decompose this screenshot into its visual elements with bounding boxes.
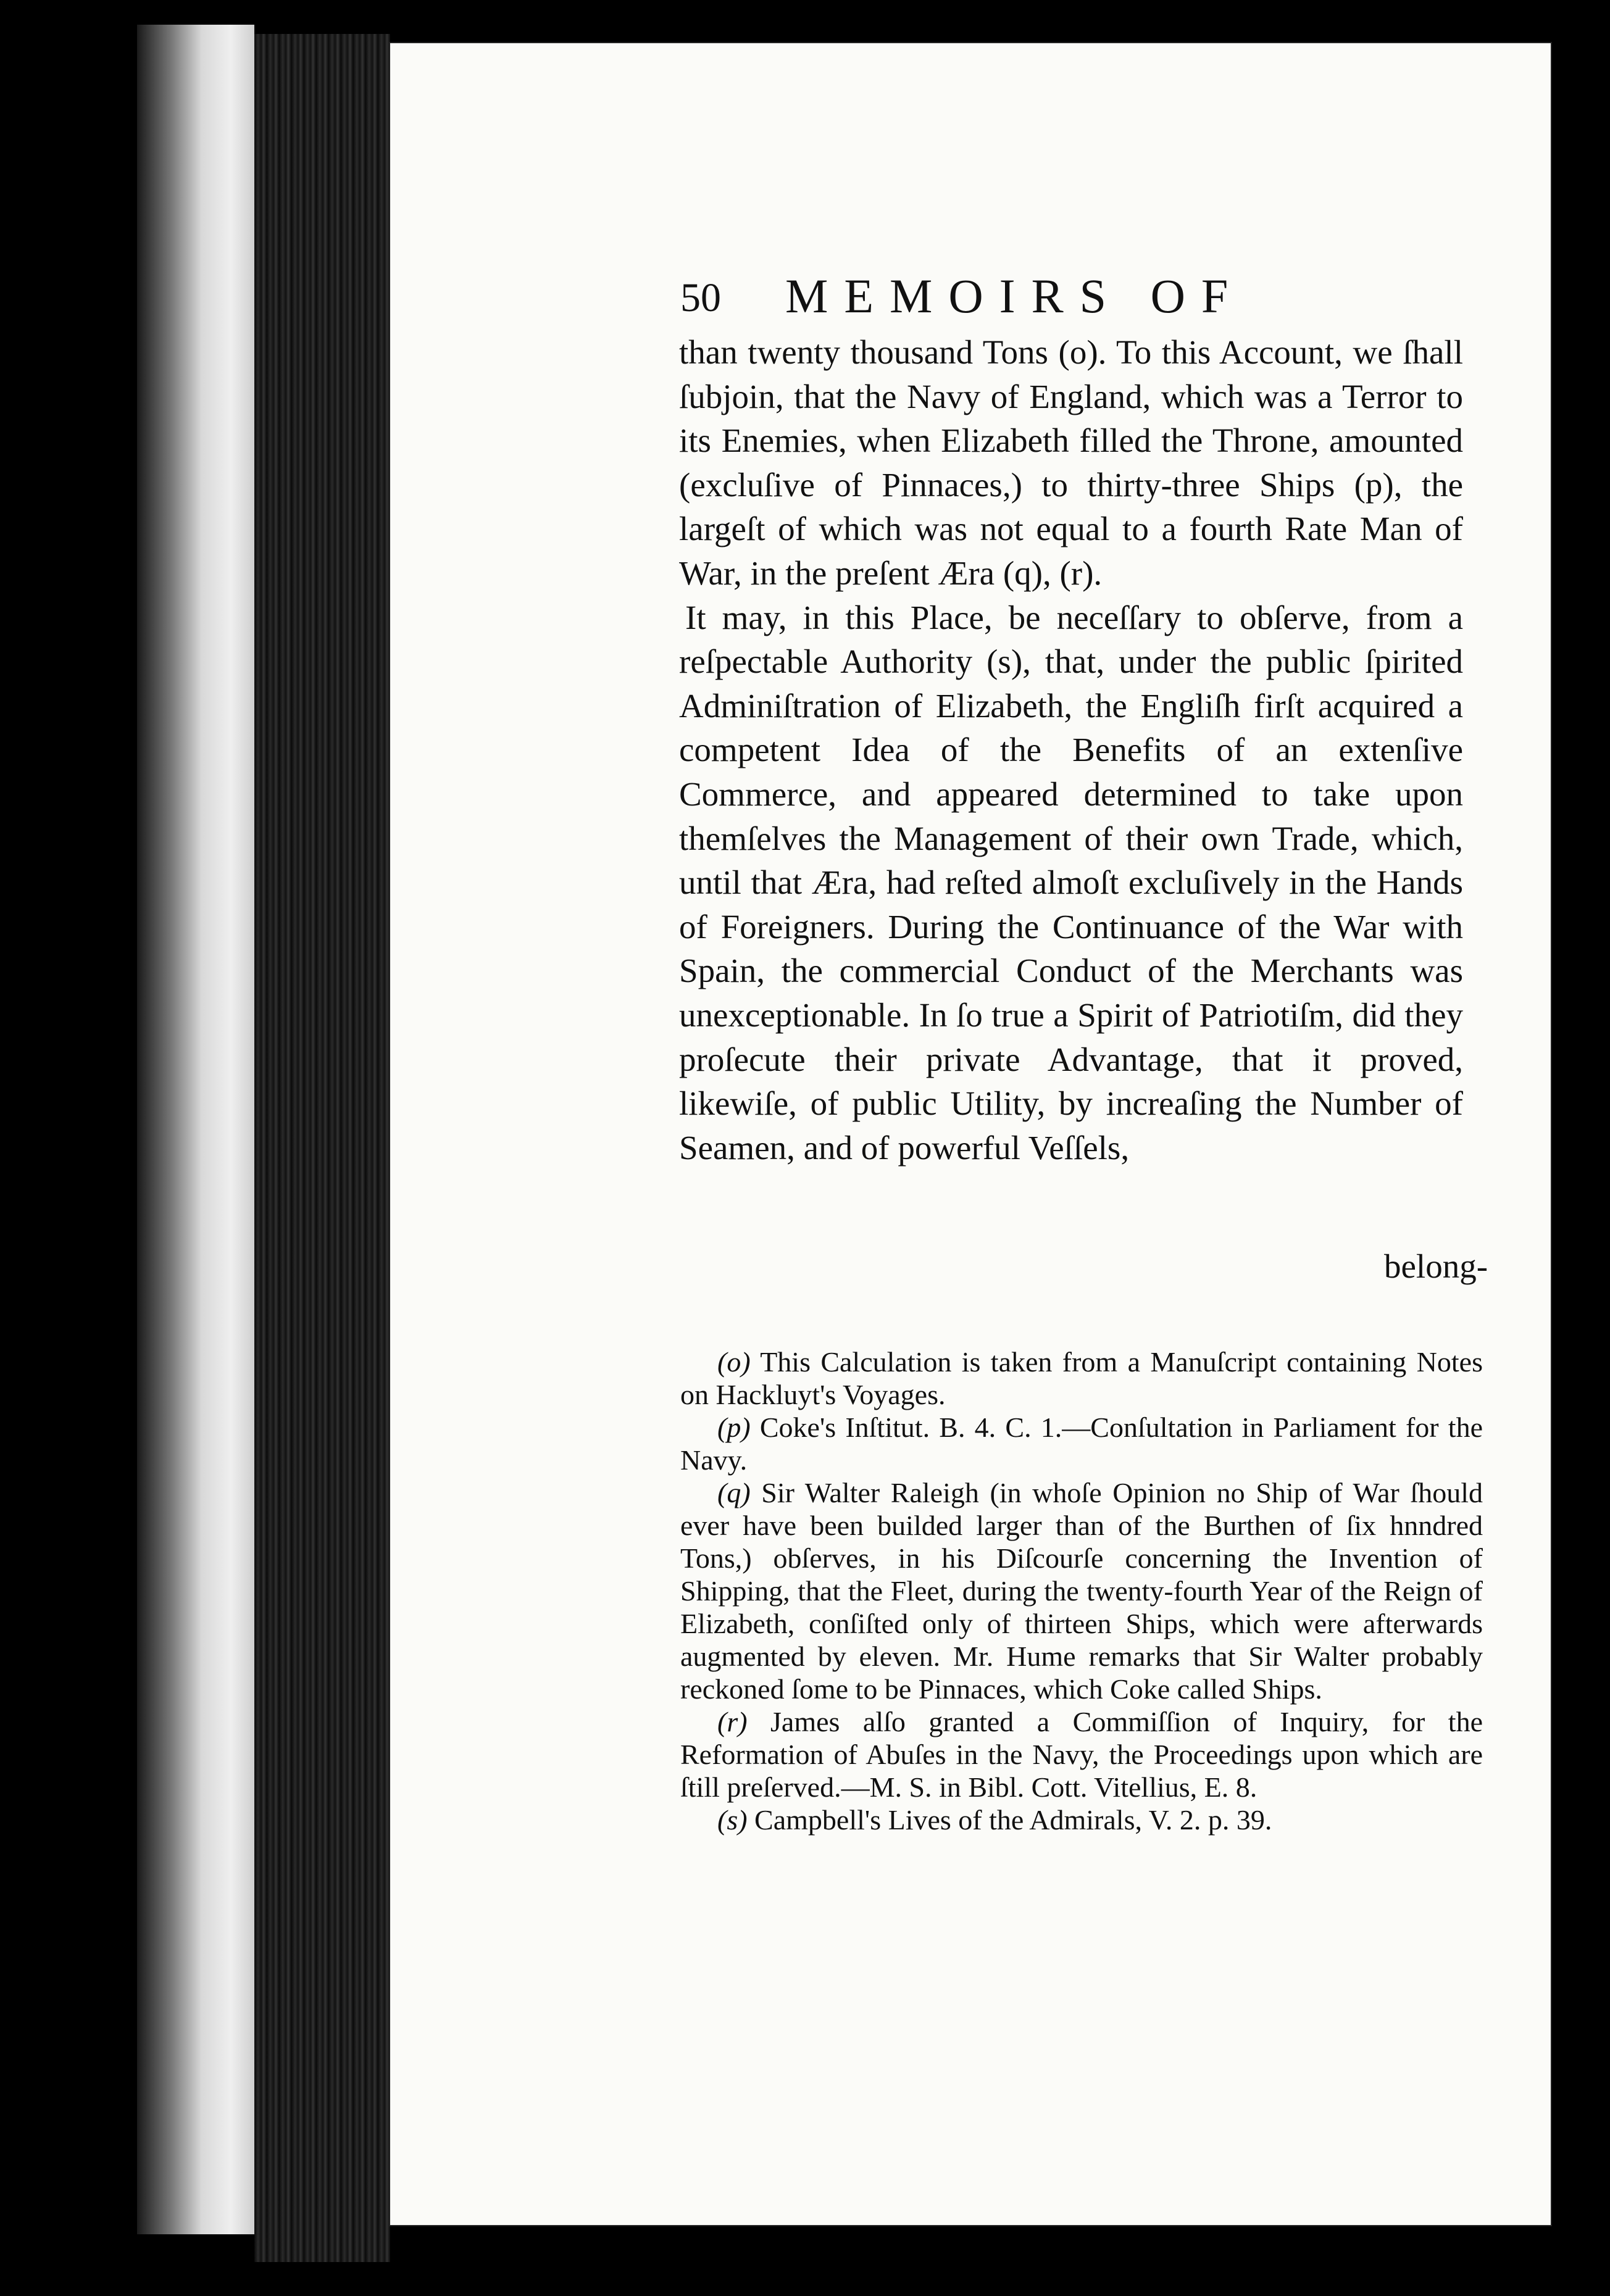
footnote-text: Campbell's Lives of the Admirals, V. 2. p. 39. [754, 1804, 1272, 1836]
footnote-r [680, 1705, 1483, 1803]
main-text [679, 330, 1463, 1170]
page-header [680, 268, 1477, 336]
book-page [390, 43, 1551, 2225]
footnote-text: James alſo granted a Commiſſion of Inquiry, for the Reformation of Abuſes in the Navy, the Proceedings upon which are ſtill preſerved.—M. S. in Bibl. Cott. Vitellius, E. 8. [680, 1706, 1483, 1803]
footnote-mark: (p) [717, 1412, 751, 1443]
body-paragraph-1: than twenty thousand Tons (o). To this Account, we ſhall ſubjoin, that the Navy of England, which was a Terror to its Enemies, when Elizabeth filled the Throne, amounted (excluſive of Pinnaces,) to thirty-three Ships (p), the largeſt of which was not equal to a fourth Rate Man of War, in the preſent Æra (q), (r). [679, 333, 1463, 592]
footnote-text: This Calculation is taken from a Manuſcript containing Notes on Hackluyt's Voyages. [680, 1346, 1483, 1410]
left-page-edge [137, 25, 254, 2234]
footnote-q [680, 1476, 1483, 1705]
catchword: belong- [1384, 1247, 1488, 1285]
footnote-mark: (s) [717, 1804, 748, 1836]
running-head: MEMOIRS OF [785, 269, 1245, 323]
footnote-mark: (o) [717, 1346, 751, 1378]
footnotes [680, 1346, 1483, 1836]
body-paragraph-2: It may, in this Place, be neceſſary to obſerve, from a reſpectable Authority (s), that, under the public ſpirited Adminiſtration of Elizabeth, the Engliſh firſt acquired a competent Idea of the Benefits of an extenſive Commerce, and appeared determined to take upon themſelves the Management of their own Trade, which, until that Æra, had reſted almoſt excluſively in the Hands of Foreigners. During the Continuance of the War with Spain, the commercial Conduct of the Merchants was unexceptionable. In ſo true a Spirit of Patriotiſm, did they proſecute their private Advantage, that it proved, likewiſe, of public Utility, by increaſing the Number of Seamen, and of powerful Veſſels, [679, 598, 1463, 1167]
footnote-text: Sir Walter Raleigh (in whoſe Opinion no Ship of War ſhould ever have been builded larger than of the Burthen of ſix hnndred Tons,) obſerves, in his Diſcourſe concerning the Invention of Shipping, that the Fleet, during the twenty-fourth Year of the Reign of Elizabeth, conſiſted only of thirteen Ships, which were afterwards augmented by eleven. Mr. Hume remarks that Sir Walter probably reckoned ſome to be Pinnaces, which Coke called Ships. [680, 1477, 1483, 1705]
footnote-s [680, 1803, 1483, 1836]
footnote-o [680, 1346, 1483, 1411]
footnote-mark: (r) [717, 1706, 748, 1737]
footnote-mark: (q) [717, 1477, 751, 1508]
footnote-text: Coke's Inſtitut. B. 4. C. 1.—Conſultation in Parliament for the Navy. [680, 1412, 1483, 1476]
book-spine-page-block [254, 34, 390, 2262]
page-number: 50 [680, 275, 721, 320]
footnote-p [680, 1411, 1483, 1476]
